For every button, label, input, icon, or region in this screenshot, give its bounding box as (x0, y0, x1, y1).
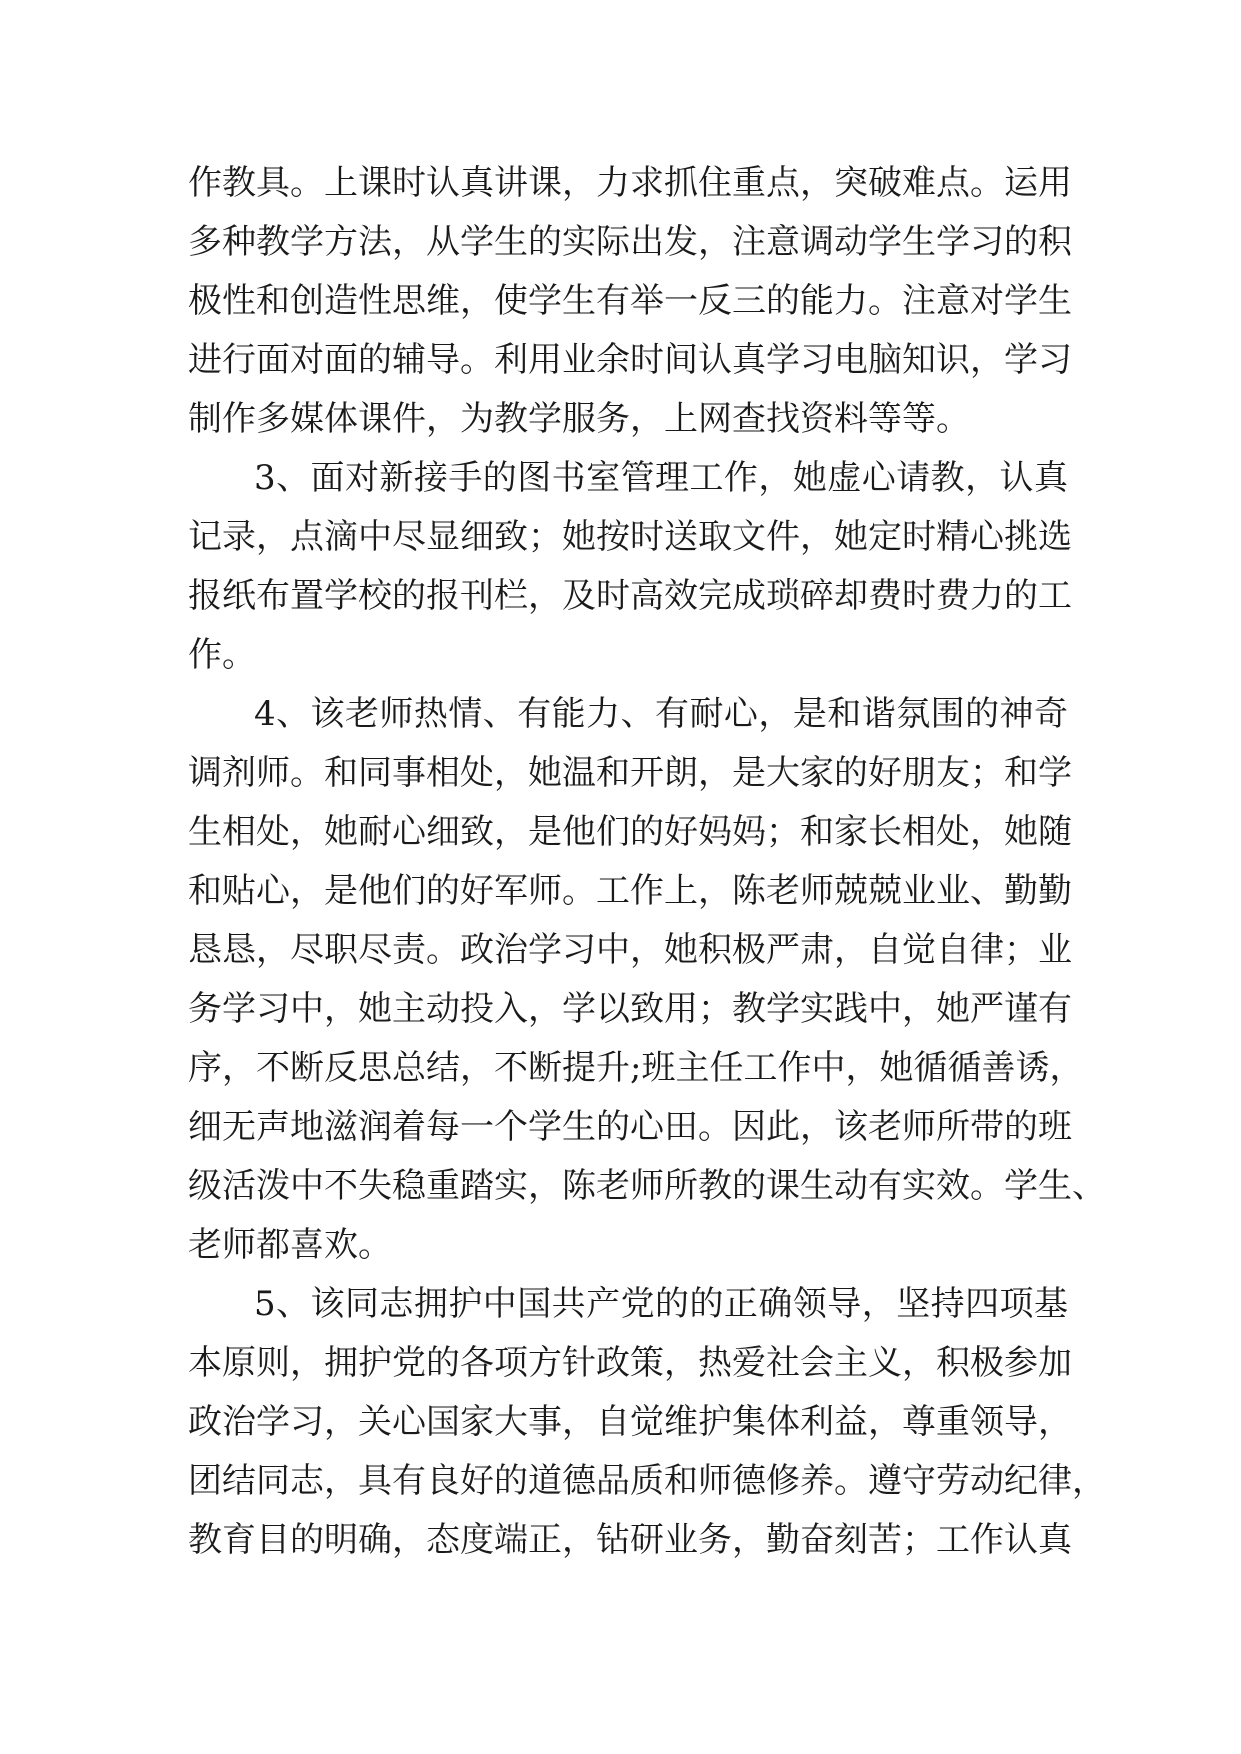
text-line: 教育目的明确，态度端正，钻研业务，勤奋刻苦；工作认真 (188, 1520, 1072, 1560)
text-line: 团结同志，具有良好的道德品质和师德修养。遵守劳动纪律， (188, 1461, 1106, 1501)
text-line: 细无声地滋润着每一个学生的心田。因此，该老师所带的班 (188, 1107, 1072, 1147)
paragraph-5-first-line: 5、该同志拥护中国共产党的的正确领导，坚持四项基 (254, 1284, 1068, 1324)
text-line: 级活泼中不失稳重踏实，陈老师所教的课生动有实效。学生、 (188, 1166, 1106, 1206)
text-line: 调剂师。和同事相处，她温和开朗，是大家的好朋友；和学 (188, 753, 1072, 793)
paragraph-4-first-line: 4、该老师热情、有能力、有耐心，是和谐氛围的神奇 (254, 694, 1068, 734)
text-line: 和贴心，是他们的好军师。工作上，陈老师兢兢业业、勤勤 (188, 871, 1072, 911)
text-line: 政治学习，关心国家大事，自觉维护集体利益，尊重领导， (188, 1402, 1072, 1442)
paragraph-3-first-line: 3、面对新接手的图书室管理工作，她虚心请教，认真 (254, 458, 1068, 498)
text-line: 务学习中，她主动投入，学以致用；教学实践中，她严谨有 (188, 989, 1072, 1029)
text-line: 老师都喜欢。 (188, 1225, 392, 1265)
text-line: 序，不断反思总结，不断提升;班主任工作中，她循循善诱， (188, 1048, 1084, 1088)
text-line: 极性和创造性思维，使学生有举一反三的能力。注意对学生 (188, 281, 1072, 321)
text-line: 进行面对面的辅导。利用业余时间认真学习电脑知识，学习 (188, 340, 1072, 380)
text-line: 作教具。上课时认真讲课，力求抓住重点，突破难点。运用 (188, 163, 1072, 203)
text-line: 报纸布置学校的报刊栏，及时高效完成琐碎却费时费力的工 (188, 576, 1072, 616)
text-line: 制作多媒体课件，为教学服务，上网查找资料等等。 (188, 399, 970, 439)
text-line: 多种教学方法，从学生的实际出发，注意调动学生学习的积 (188, 222, 1072, 262)
text-line: 恳恳，尽职尽责。政治学习中，她积极严肃，自觉自律；业 (188, 930, 1072, 970)
text-line: 生相处，她耐心细致，是他们的好妈妈；和家长相处，她随 (188, 812, 1072, 852)
text-line: 记录，点滴中尽显细致；她按时送取文件，她定时精心挑选 (188, 517, 1072, 557)
text-line: 作。 (188, 635, 256, 675)
text-line: 本原则，拥护党的各项方针政策，热爱社会主义，积极参加 (188, 1343, 1072, 1383)
